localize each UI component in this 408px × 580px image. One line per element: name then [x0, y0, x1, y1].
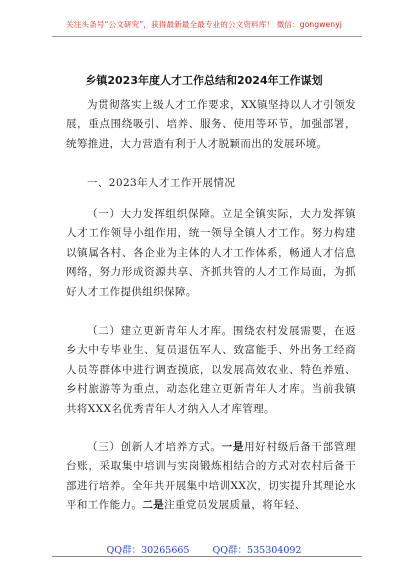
intro-paragraph: 为贯彻落实上级人才工作要求，XX镇坚持以人才引领发展，重点围绕吸引、培养、服务、使用等环节，加强部署，统筹推进，大力营造有利于人才脱颖而出的发展环境。 — [66, 99, 356, 150]
training-prefix: （三）创新人才培养方式。 — [87, 441, 222, 453]
promo-banner: 关注头条号“公文研究”，获得最新最全最专业的公文资料库！ 微信：gongwenyj — [66, 20, 342, 29]
paragraph-talent-pool: （二）建立更新青年人才库。围绕农村发展需要，在返乡大中专毕业生、复员退伍军人、致富能手、外出务工经商人员等群体中进行调查摸底，以发展高效农业、特色养殖、乡村旅游等为重点，动态化建立更新青年人才库。当前我镇共将XXX名优秀青年人才纳入人才库管理。 — [66, 325, 356, 415]
document-title: 乡镇2023年度人才工作总结和2024年工作谋划 — [85, 74, 323, 87]
training-point-one: 用好村级后备干部管理台账，采取集中培训与实岗锻炼相结合的方式对农村后备干部进行培养。全年共开展集中培训XX次，切实提升其理论水平和工作能力。 — [66, 441, 356, 512]
header-divider — [52, 36, 362, 37]
qq-group-1: QQ群：30265665 — [106, 545, 190, 556]
section-heading: 一、2023年人才工作开展情况 — [87, 177, 236, 189]
footer-contact — [0, 542, 408, 556]
training-point-two-label: 二是 — [142, 499, 165, 512]
training-point-one-label: 一是 — [221, 441, 245, 453]
training-point-two: 注重党员发展质量，将年轻、 — [164, 499, 306, 512]
paragraph-training — [66, 438, 356, 530]
paragraph-organization: （一）大力发挥组织保障。立足全镇实际，大力发挥镇人才工作领导小组作用，统一领导全镇人才工作。努力构建以镇属各村、各企业为主体的人才工作体系，畅通人才信息网络，努力形成资源共享、齐抓共管的人才工作局面，为抓好人才工作提供组织保障。 — [66, 208, 356, 298]
qq-group-2: QQ群：535304092 — [212, 545, 302, 556]
footer-divider — [52, 556, 362, 557]
